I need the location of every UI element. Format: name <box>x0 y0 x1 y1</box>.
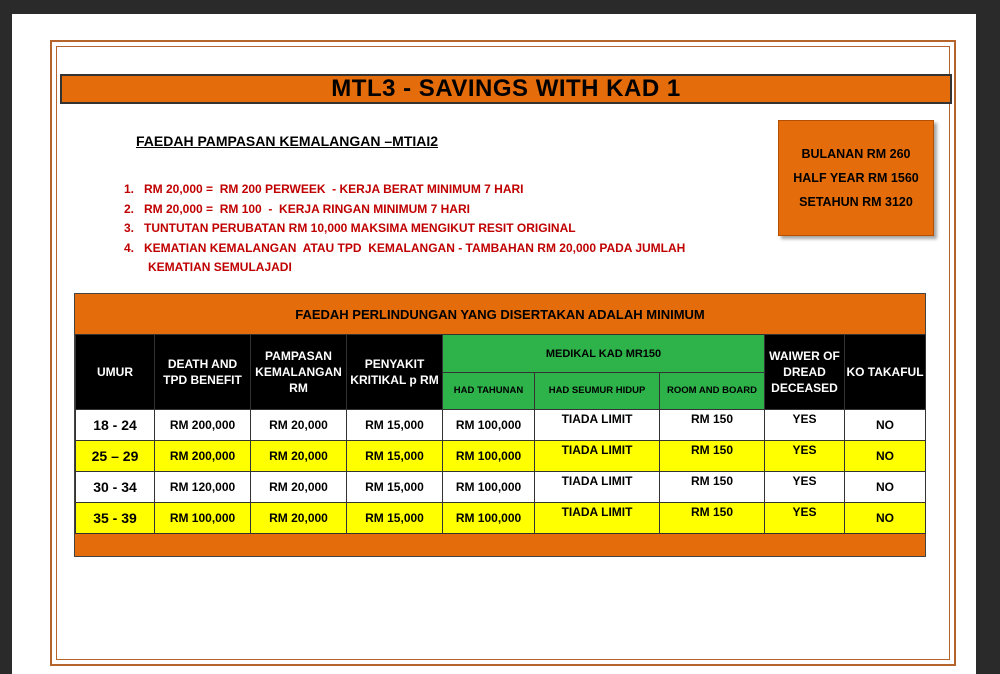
cell-had-tahunan: RM 100,000 <box>443 503 535 534</box>
benefit-number: 4. <box>124 240 135 255</box>
cell-waiwer: YES <box>765 441 845 472</box>
benefit-item <box>124 239 685 278</box>
table-row <box>76 441 926 472</box>
benefit-number: 1. <box>124 182 135 196</box>
header-death-tpd: DEATH AND TPD BENEFIT <box>155 335 251 410</box>
cell-penyakit: RM 15,000 <box>347 410 443 441</box>
header-waiwer: WAIWER OF DREAD DECEASED <box>765 335 845 410</box>
price-yearly: SETAHUN RM 3120 <box>799 195 913 209</box>
benefit-number: 2. <box>124 201 135 216</box>
cell-death: RM 200,000 <box>155 410 251 441</box>
coverage-table-title: FAEDAH PERLINDUNGAN YANG DISERTAKAN ADALAH MINIMUM <box>295 306 705 322</box>
header-room-board: ROOM AND BOARD <box>660 373 765 410</box>
cell-had-seumur: TIADA LIMIT <box>535 503 660 534</box>
cell-penyakit: RM 15,000 <box>347 472 443 503</box>
cell-death: RM 120,000 <box>155 472 251 503</box>
cell-waiwer: YES <box>765 472 845 503</box>
cell-pampasan: RM 20,000 <box>251 503 347 534</box>
benefit-item <box>124 180 685 200</box>
cell-death: RM 100,000 <box>155 503 251 534</box>
header-medikal-kad: MEDIKAL KAD MR150 <box>443 335 765 373</box>
cell-had-seumur: TIADA LIMIT <box>535 441 660 472</box>
cell-room-board: RM 150 <box>660 410 765 441</box>
cell-had-tahunan: RM 100,000 <box>443 410 535 441</box>
coverage-table-panel <box>74 293 926 557</box>
cell-penyakit: RM 15,000 <box>347 441 443 472</box>
coverage-table <box>75 334 926 534</box>
cell-had-tahunan: RM 100,000 <box>443 472 535 503</box>
table-row <box>76 472 926 503</box>
cell-room-board: RM 150 <box>660 503 765 534</box>
cell-had-seumur: TIADA LIMIT <box>535 410 660 441</box>
benefit-text: TUNTUTAN PERUBATAN RM 10,000 MAKSIMA MENGIKUT RESIT ORIGINAL <box>144 221 576 235</box>
page-title: MTL3 - SAVINGS WITH KAD 1 <box>60 74 952 104</box>
benefit-number: 3. <box>124 221 135 235</box>
table-row <box>76 503 926 534</box>
benefit-item <box>124 200 685 220</box>
cell-umur: 25 – 29 <box>76 441 155 472</box>
document-page <box>12 14 976 674</box>
cell-pampasan: RM 20,000 <box>251 410 347 441</box>
price-half-year: HALF YEAR RM 1560 <box>793 171 919 185</box>
price-monthly: BULANAN RM 260 <box>801 147 911 161</box>
cell-had-seumur: TIADA LIMIT <box>535 472 660 503</box>
cell-ko: NO <box>845 410 926 441</box>
header-had-tahunan: HAD TAHUNAN <box>443 373 535 410</box>
cell-pampasan: RM 20,000 <box>251 441 347 472</box>
pricing-box <box>778 120 934 236</box>
cell-penyakit: RM 15,000 <box>347 503 443 534</box>
cell-room-board: RM 150 <box>660 472 765 503</box>
section-subtitle: FAEDAH PAMPASAN KEMALANGAN –MTIAI2 <box>136 133 439 149</box>
cell-waiwer: YES <box>765 503 845 534</box>
header-penyakit: PENYAKIT KRITIKAL p RM <box>347 335 443 410</box>
cell-ko: NO <box>845 472 926 503</box>
header-pampasan: PAMPASAN KEMALANGAN RM <box>251 335 347 410</box>
cell-umur: 18 - 24 <box>76 410 155 441</box>
benefit-text: RM 20,000 = RM 200 PERWEEK - KERJA BERAT MINIMUM 7 HARI <box>144 182 524 196</box>
benefit-text-continued: KEMATIAN SEMULAJADI <box>148 260 292 274</box>
header-ko-takaful: KO TAKAFUL <box>845 335 926 410</box>
cell-ko: NO <box>845 441 926 472</box>
table-row <box>76 410 926 441</box>
benefit-text: KEMATIAN KEMALANGAN ATAU TPD KEMALANGAN - TAMBAHAN RM 20,000 PADA JUMLAH <box>144 240 686 255</box>
benefit-item <box>124 219 685 239</box>
cell-death: RM 200,000 <box>155 441 251 472</box>
cell-pampasan: RM 20,000 <box>251 472 347 503</box>
cell-room-board: RM 150 <box>660 441 765 472</box>
cell-waiwer: YES <box>765 410 845 441</box>
benefit-text: RM 20,000 = RM 100 - KERJA RINGAN MINIMUM 7 HARI <box>144 201 470 216</box>
header-umur: UMUR <box>76 335 155 410</box>
header-had-seumur-hidup: HAD SEUMUR HIDUP <box>535 373 660 410</box>
benefit-list <box>124 180 685 278</box>
cell-umur: 35 - 39 <box>76 503 155 534</box>
cell-umur: 30 - 34 <box>76 472 155 503</box>
cell-had-tahunan: RM 100,000 <box>443 441 535 472</box>
cell-ko: NO <box>845 503 926 534</box>
